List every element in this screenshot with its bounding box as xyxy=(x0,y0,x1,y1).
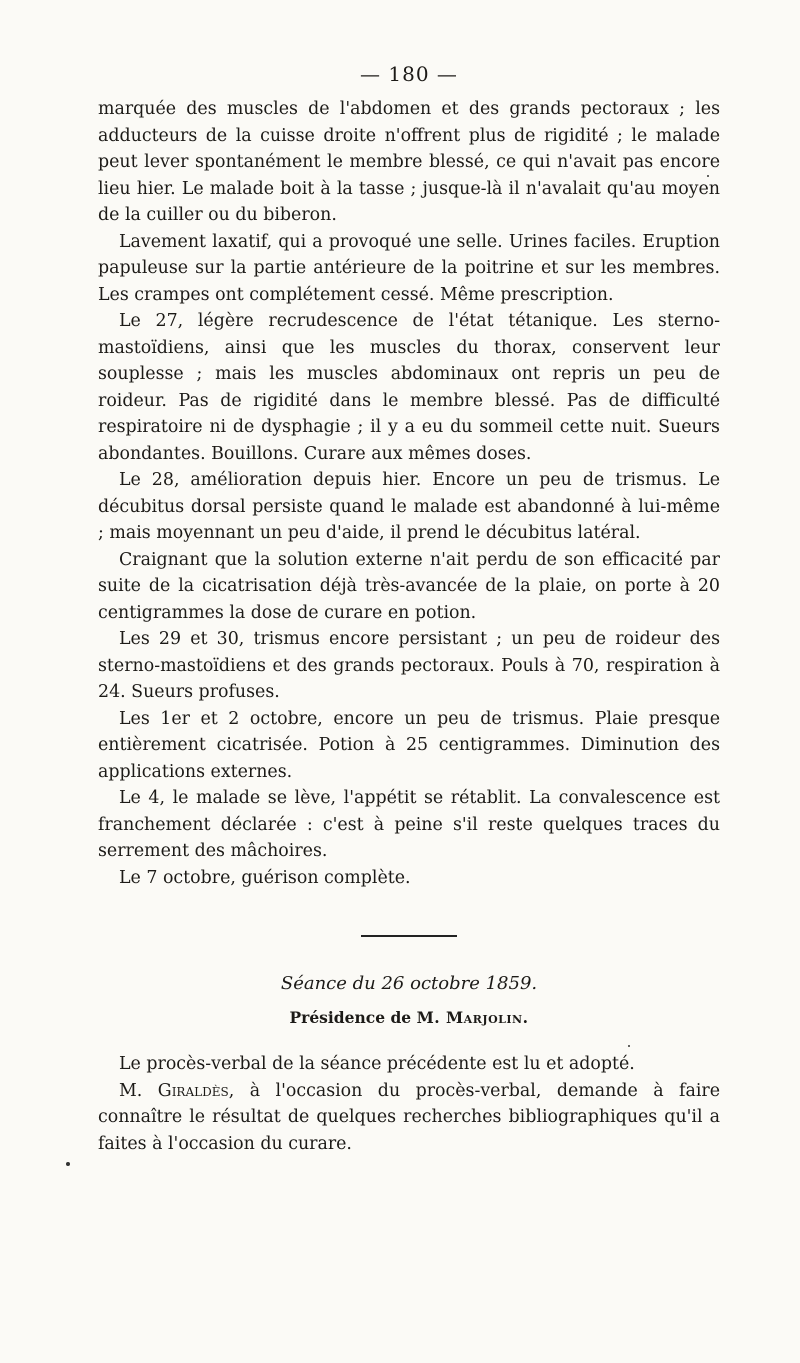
presidence-label: Présidence de xyxy=(289,1008,412,1027)
paragraph: Le 28, amélioration depuis hier. Encore un peu de trismus. Le décubitus dorsal persiste quand le malade est abandonné à lui-même ; mais moyennant un peu d'aide, il prend le décubitus latéral. xyxy=(98,470,720,543)
paragraph: Le 7 octobre, guérison complète. xyxy=(119,867,411,888)
paragraph: marquée des muscles de l'abdomen et des grands pectoraux ; les adducteurs de la cuisse droite n'offrent plus de rigidité ; le malade peut lever spontanément le membre blessé, ce qui n'avait pas encore lieu hier. Le malade boit à la tasse ; jusque-là il n'avalait qu'au moyen de la cuiller ou du biberon. xyxy=(98,99,720,225)
paragraph: Le 4, le malade se lève, l'appétit se rétablit. La convalescence est franchement déclarée : c'est à peine s'il reste quelques traces du serrement des mâchoires. xyxy=(98,788,720,861)
print-speck xyxy=(628,1045,630,1047)
paragraph: Craignant que la solution externe n'ait perdu de son efficacité par suite de la cicatrisation déjà très-avancée de la plaie, on porte à 20 centigrammes la dose de curare en potion. xyxy=(98,549,720,623)
page-number: — 180 — xyxy=(360,62,458,86)
presidence-line xyxy=(98,1008,720,1027)
speaker-name: M. Giraldès, xyxy=(119,1080,235,1101)
print-speck xyxy=(707,175,709,177)
paragraph: Les 1er et 2 octobre, encore un peu de trismus. Plaie presque entièrement cicatrisée. Potion à 25 centigrammes. Diminution des applications externes. xyxy=(98,708,720,782)
minutes-speaker-paragraph xyxy=(98,1078,720,1158)
president-name: M. Marjolin. xyxy=(416,1008,529,1027)
paragraph: Le 27, légère recrudescence de l'état tétanique. Les sterno-mastoïdiens, ainsi que les muscles du thorax, conservent leur souplesse ; mais les muscles abdominaux ont repris un peu de roideur. Pas de rigidité dans le membre blessé. Pas de difficulté respiratoire ni de dysphagie ; il y a eu du sommeil cette nuit. Sueurs abondantes. Bouillons. Curare aux mêmes doses. xyxy=(98,311,720,464)
session-title: Séance du 26 octobre 1859. xyxy=(280,973,538,994)
minutes-adoption: Le procès-verbal de la séance précédente est lu et adopté. xyxy=(119,1054,635,1074)
page-body xyxy=(98,62,720,1157)
section-divider xyxy=(361,935,457,937)
print-speck xyxy=(66,1162,70,1166)
speaker-text: à l'occasion du procès-verbal, demande à faire connaître le résultat de quelques recherches bibliographiques qu'il a faites à l'occasion du curare. xyxy=(98,1080,721,1154)
paragraph: Lavement laxatif, qui a provoqué une selle. Urines faciles. Eruption papuleuse sur la partie antérieure de la poitrine et sur les membres. Les crampes ont complétement cessé. Même prescription. xyxy=(98,231,720,305)
paragraph: Les 29 et 30, trismus encore persistant ; un peu de roideur des sterno-mastoïdiens et des grands pectoraux. Pouls à 70, respiration à 24. Sueurs profuses. xyxy=(98,629,720,702)
